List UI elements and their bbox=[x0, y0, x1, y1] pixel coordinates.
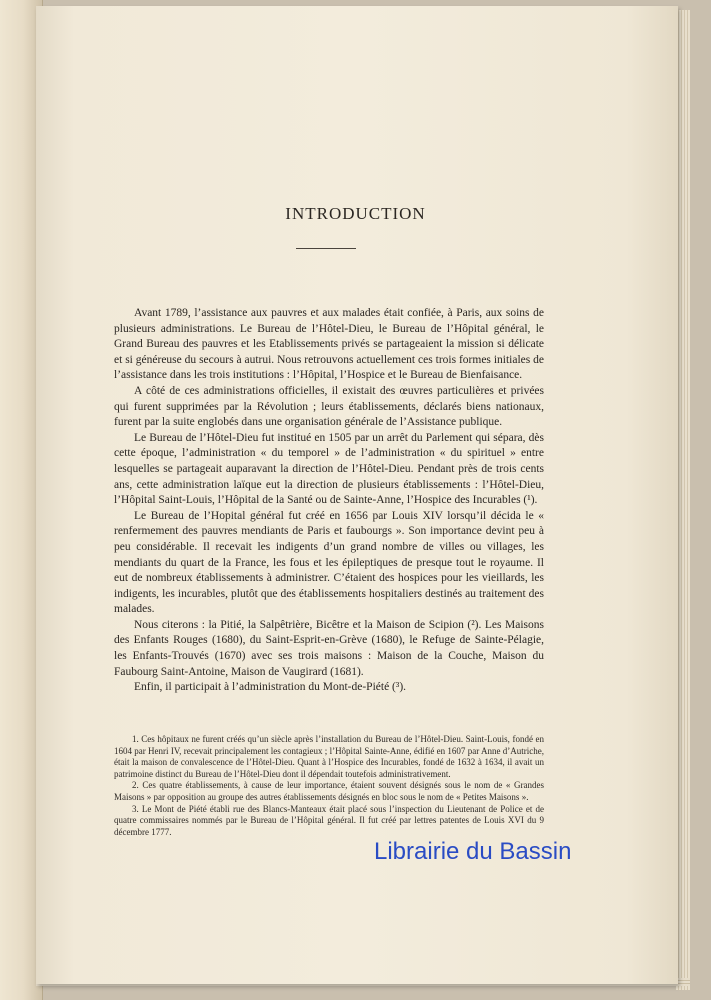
body-text bbox=[114, 306, 544, 696]
paragraph: A côté de ces administrations officielles, il existait des œuvres particulières et privées qui furent supprimées par la Révolution ; leurs établissements, déclarés biens nationaux, furent par la suite englobés dans une organisation générale de l’Assistance publique. bbox=[114, 384, 544, 429]
page-stack-edge bbox=[676, 10, 690, 990]
paragraph: Enfin, il participait à l’administration du Mont-de-Piété (³). bbox=[134, 681, 407, 694]
footnote: 3. Le Mont de Piété établi rue des Blancs-Manteaux était placé sous l’inspection du Lieutenant de Police et de quatre commissaires nommés par le Bureau de l’Hôpital général. Il fut créé par lettres patentes de Louis XVI du 9 décembre 1777. bbox=[114, 803, 544, 837]
chapter-title: INTRODUCTION bbox=[285, 204, 426, 223]
paragraph: Le Bureau de l’Hopital général fut créé en 1656 par Louis XIV lorsqu’il décida le « renfermement des pauvres mendiants de Paris et faubourgs ». Son importance devint peu à peu considérable. Il recevait les indigents d’un grand nombre de villes ou villages, les mendiants du quart de la France, les fous et les épileptiques de presque tout le royaume. Il eut de nombreux établissements à administrer. C’étaient des hospices pour les vieillards, les indigents, les incurables, plutôt que des établissements hospitaliers destinés au traitement des malades. bbox=[114, 509, 544, 616]
watermark: Librairie du Bassin bbox=[374, 838, 572, 865]
title-divider bbox=[296, 248, 356, 249]
footnotes bbox=[114, 734, 544, 838]
footnote: 2. Ces quatre établissements, à cause de leur importance, étaient souvent désignés sous le nom de « Grandes Maisons » par opposition au groupe des autres établissements désignés en bloc sous le nom de « Petites Maisons ». bbox=[114, 780, 544, 802]
paragraph: Avant 1789, l’assistance aux pauvres et aux malades était confiée, à Paris, aux soins de plusieurs administrations. Le Bureau de l’Hôtel-Dieu, le Bureau de l’Hôpital général, le Grand Bureau des pauvres et les Etablissements privés se partageaient la mission si délicate et si généreuse du secours à autrui. Nous retrouvons actuellement ces trois formes initiales de l’assistance dans les trois institutions : l’Hôpital, l’Hospice et le Bureau de Bienfaisance. bbox=[114, 307, 544, 382]
paragraph: Nous citerons : la Pitié, la Salpêtrière, Bicêtre et la Maison de Scipion (²). Les Maisons des Enfants Rouges (1680), du Saint-Esprit-en-Grève (1680), le Refuge de Sainte-Pélagie, les Enfants-Trouvés (1670) avec ses trois maisons : Maison de la Couche, Maison du Faubourg Saint-Antoine, Maison de Vaugirard (1681). bbox=[114, 618, 544, 678]
paragraph: Le Bureau de l’Hôtel-Dieu fut institué en 1505 par un arrêt du Parlement qui sépara, dès cette époque, l’administration « du temporel » de l’administration « du spirituel » entre lesquelles se partageait auparavant la direction de l’Hôtel-Dieu. Pendant près de trois cents ans, cette administration laïque eut la direction de plusieurs établissements : l’Hôtel-Dieu, l’Hôpital Saint-Louis, l’Hôpital de la Santé ou de Sainte-Anne, l’Hospice des Incurables (¹). bbox=[114, 431, 544, 507]
footnote: 1. Ces hôpitaux ne furent créés qu’un siècle après l’installation du Bureau de l’Hôtel-Dieu. Saint-Louis, fondé en 1604 par Henri IV, recevait principalement les contagieux ; l’Hôpital Sainte-Anne, édifié en 1607 par Anne d’Autriche, était la maison de convalescence de l’Hôtel-Dieu. Quant à l’Hospice des Incurables, fondé de 1632 à 1634, il avait un patrimoine distinct du Bureau de l’Hôtel-Dieu dont il dépendait toutefois administrativement. bbox=[114, 734, 544, 779]
